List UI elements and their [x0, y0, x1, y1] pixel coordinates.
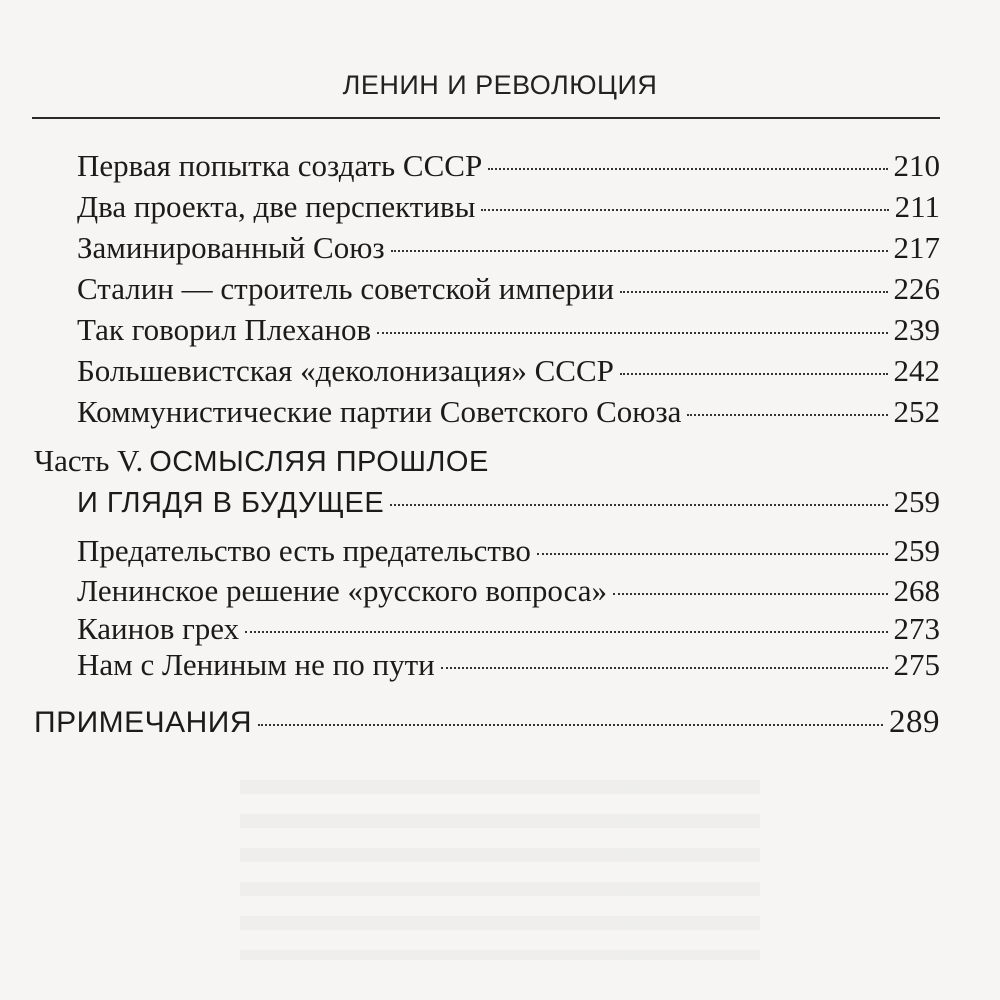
toc-entry-page: 268: [893, 573, 940, 608]
dot-leader: [245, 631, 887, 633]
toc-entry: [77, 351, 940, 391]
toc-entry: [77, 645, 940, 685]
toc-entry-title: Первая попытка создать СССР: [77, 148, 483, 183]
part-heading-continuation: [77, 482, 940, 522]
toc-entry-title: Большевистская «деколонизация» СССР: [77, 353, 614, 388]
dot-leader: [620, 373, 888, 375]
part-page: 259: [893, 484, 940, 519]
toc-entry-page: 226: [893, 271, 940, 306]
toc-entry-page: 217: [893, 230, 940, 265]
toc-entry-page: 259: [893, 533, 940, 568]
toc-entry-title: Каинов грех: [77, 611, 240, 646]
toc-entry: [77, 609, 940, 649]
toc-entry: [77, 392, 940, 432]
toc-entry-page: 242: [893, 353, 940, 388]
toc-entry: [77, 269, 940, 309]
part-title-line2: И ГЛЯДЯ В БУДУЩЕЕ: [77, 487, 385, 519]
dot-leader: [258, 724, 883, 726]
toc-entry: [77, 310, 940, 350]
toc-entry: [77, 228, 940, 268]
bleed-through-texture: [240, 780, 760, 960]
dot-leader: [441, 667, 888, 669]
dot-leader: [537, 553, 888, 555]
header-rule: [32, 117, 940, 119]
toc-entry-title: Так говорил Плеханов: [77, 312, 372, 347]
dot-leader: [391, 250, 888, 252]
toc-entry-notes: [34, 702, 940, 742]
toc-entry-title: Два проекта, две перспективы: [77, 189, 476, 224]
notes-page: 289: [889, 704, 940, 740]
running-head: ЛЕНИН И РЕВОЛЮЦИЯ: [342, 70, 658, 100]
dot-leader: [613, 593, 887, 595]
notes-title: ПРИМЕЧАНИЯ: [34, 706, 253, 739]
toc-entry-title: Сталин — строитель советской империи: [77, 271, 615, 306]
toc-entry-page: 275: [893, 647, 940, 682]
toc-entry-title: Нам с Лениным не по пути: [77, 647, 435, 682]
dot-leader: [488, 168, 887, 170]
toc-entry-title: Предательство есть предательство: [77, 533, 531, 568]
part-label: Часть V.: [34, 443, 144, 478]
part-heading: [34, 441, 489, 482]
toc-entry: [77, 531, 940, 571]
toc-entry: [77, 187, 940, 227]
dot-leader: [620, 291, 887, 293]
part-title-line1: ОСМЫСЛЯЯ ПРОШЛОЕ: [149, 446, 489, 478]
toc-entry-title: Ленинское решение «русского вопроса»: [77, 573, 608, 608]
dot-leader: [377, 332, 887, 334]
dot-leader: [687, 414, 887, 416]
toc-entry-page: 252: [893, 394, 940, 429]
toc-entry-page: 239: [893, 312, 940, 347]
toc-entry-title: Коммунистические партии Советского Союза: [77, 394, 682, 429]
dot-leader: [481, 209, 888, 211]
toc-entry: [77, 146, 940, 186]
toc-entry: [77, 571, 940, 611]
toc-entry-title: Заминированный Союз: [77, 230, 385, 265]
dot-leader: [390, 504, 887, 506]
toc-entry-page: 211: [894, 189, 940, 224]
toc-entry-page: 273: [893, 611, 940, 646]
toc-entry-page: 210: [893, 148, 940, 183]
